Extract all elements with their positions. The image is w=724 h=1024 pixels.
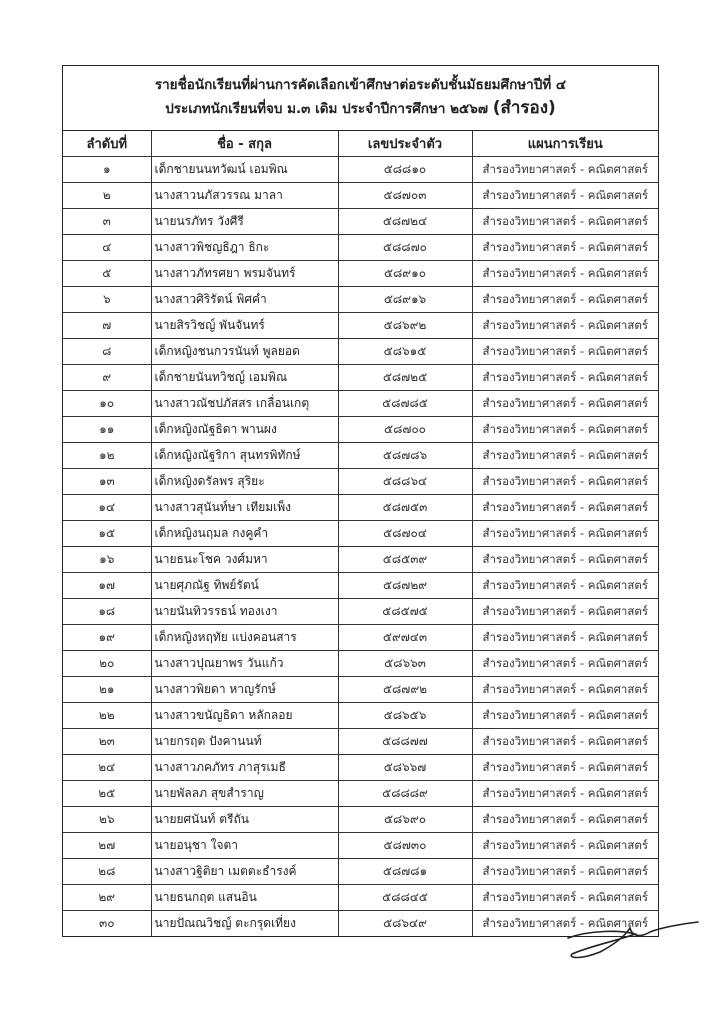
name-cell: นายศุภณัฐ ทิพย์รัตน์ (151, 573, 338, 599)
name-cell: นายนรภัทร วังศีรี (151, 209, 338, 235)
name-cell: นางสาวฐิติยา เมตตะธำรงค์ (151, 859, 338, 885)
student-id-cell: ๕๘๖๑๕ (338, 339, 472, 365)
student-id-cell: ๕๘๗๕๓ (338, 495, 472, 521)
name-cell: นายปัณณวิชญ์ ตะกรุดเที่ยง (151, 911, 338, 937)
order-cell: ๑๐ (63, 391, 151, 417)
student-id-cell: ๕๙๗๔๓ (338, 625, 472, 651)
study-plan-cell: สำรองวิทยาศาสตร์ - คณิตศาสตร์ (472, 443, 658, 469)
study-plan-cell: สำรองวิทยาศาสตร์ - คณิตศาสตร์ (472, 703, 658, 729)
order-cell: ๒ (63, 183, 151, 209)
student-id-cell: ๕๘๘๑๐ (338, 157, 472, 183)
table-row (63, 183, 658, 209)
table-row (63, 209, 658, 235)
study-plan-cell: สำรองวิทยาศาสตร์ - คณิตศาสตร์ (472, 157, 658, 183)
study-plan-cell: สำรองวิทยาศาสตร์ - คณิตศาสตร์ (472, 807, 658, 833)
study-plan-cell: สำรองวิทยาศาสตร์ - คณิตศาสตร์ (472, 755, 658, 781)
table-row (63, 703, 658, 729)
name-cell: นางสาวพิยดา หาญรักษ์ (151, 677, 338, 703)
table-row (63, 443, 658, 469)
subtitle-main: ประเภทนักเรียนที่จบ ม.๓ เดิม ประจำปีการศึกษา ๒๕๖๗ (165, 101, 493, 117)
student-id-cell: ๕๘๕๓๙ (338, 547, 472, 573)
table-row (63, 599, 658, 625)
student-id-cell: ๕๘๗๘๑ (338, 859, 472, 885)
student-id-cell: ๕๘๗๙๒ (338, 677, 472, 703)
order-cell: ๑๖ (63, 547, 151, 573)
study-plan-cell: สำรองวิทยาศาสตร์ - คณิตศาสตร์ (472, 625, 658, 651)
study-plan-cell: สำรองวิทยาศาสตร์ - คณิตศาสตร์ (472, 521, 658, 547)
student-id-cell: ๕๘๗๓๐ (338, 833, 472, 859)
table-row (63, 573, 658, 599)
order-cell: ๔ (63, 235, 151, 261)
study-plan-cell: สำรองวิทยาศาสตร์ - คณิตศาสตร์ (472, 183, 658, 209)
order-cell: ๕ (63, 261, 151, 287)
table-row (63, 755, 658, 781)
student-id-cell: ๕๘๕๗๕ (338, 599, 472, 625)
header-study-plan: แผนการเรียน (472, 131, 658, 157)
name-cell: เด็กหญิงหฤทัย แบ่งคอนสาร (151, 625, 338, 651)
table-row (63, 261, 658, 287)
table-row (63, 235, 658, 261)
order-cell: ๑๒ (63, 443, 151, 469)
document-title-block (63, 66, 658, 131)
name-cell: เด็กหญิงณัฐริกา สุนทรพิทักษ์ (151, 443, 338, 469)
student-id-cell: ๕๘๘๘๙ (338, 781, 472, 807)
name-cell: นายอนุชา ใจตา (151, 833, 338, 859)
student-id-cell: ๕๘๖๙๒ (338, 313, 472, 339)
study-plan-cell: สำรองวิทยาศาสตร์ - คณิตศาสตร์ (472, 833, 658, 859)
student-id-cell: ๕๘๗๒๕ (338, 365, 472, 391)
table-row (63, 313, 658, 339)
name-cell: นายนันทิวรรธน์ ทองเงา (151, 599, 338, 625)
study-plan-cell: สำรองวิทยาศาสตร์ - คณิตศาสตร์ (472, 339, 658, 365)
student-id-cell: ๕๘๖๖๓ (338, 651, 472, 677)
name-cell: นายธนกฤต แสนอิน (151, 885, 338, 911)
student-id-cell: ๕๘๖๖๗ (338, 755, 472, 781)
student-id-cell: ๕๘๙๑๐ (338, 261, 472, 287)
table-row (63, 885, 658, 911)
table-row (63, 547, 658, 573)
name-cell: นางสาวภคภัทร ภาสุรเมธี (151, 755, 338, 781)
table-row (63, 495, 658, 521)
name-cell: นางสาวปุณยาพร วันแก้ว (151, 651, 338, 677)
table-row (63, 287, 658, 313)
study-plan-cell: สำรองวิทยาศาสตร์ - คณิตศาสตร์ (472, 885, 658, 911)
document-title: รายชื่อนักเรียนที่ผ่านการคัดเลือกเข้าศึกษาต่อระดับชั้นมัธยมศึกษาปีที่ ๔ (154, 77, 567, 93)
student-id-cell: ๕๘๗๘๖ (338, 443, 472, 469)
student-id-cell: ๕๘๗๒๙ (338, 573, 472, 599)
order-cell: ๒๒ (63, 703, 151, 729)
order-cell: ๑๙ (63, 625, 151, 651)
name-cell: เด็กหญิงดรัลพร สุริยะ (151, 469, 338, 495)
table-row (63, 729, 658, 755)
study-plan-cell: สำรองวิทยาศาสตร์ - คณิตศาสตร์ (472, 209, 658, 235)
student-id-cell: ๕๘๗๐๓ (338, 183, 472, 209)
study-plan-cell: สำรองวิทยาศาสตร์ - คณิตศาสตร์ (472, 287, 658, 313)
order-cell: ๒๙ (63, 885, 151, 911)
order-cell: ๑๓ (63, 469, 151, 495)
table-row (63, 469, 658, 495)
study-plan-cell: สำรองวิทยาศาสตร์ - คณิตศาสตร์ (472, 391, 658, 417)
name-cell: นางสาวนภัสวรรณ มาลา (151, 183, 338, 209)
subtitle-reserve-label: (สำรอง) (492, 98, 556, 118)
header-student-id: เลขประจำตัว (338, 131, 472, 157)
table-header-row (63, 131, 658, 157)
name-cell: นายสิรวิชญ์ พันจันทร์ (151, 313, 338, 339)
study-plan-cell: สำรองวิทยาศาสตร์ - คณิตศาสตร์ (472, 781, 658, 807)
name-cell: นายกรฤต ปังคานนท์ (151, 729, 338, 755)
study-plan-cell: สำรองวิทยาศาสตร์ - คณิตศาสตร์ (472, 235, 658, 261)
student-id-cell: ๕๘๙๑๖ (338, 287, 472, 313)
name-cell: เด็กหญิงชนกวรนันท์ พูลยอด (151, 339, 338, 365)
order-cell: ๒๔ (63, 755, 151, 781)
study-plan-cell: สำรองวิทยาศาสตร์ - คณิตศาสตร์ (472, 261, 658, 287)
study-plan-cell: สำรองวิทยาศาสตร์ - คณิตศาสตร์ (472, 417, 658, 443)
student-list-document (62, 65, 659, 937)
order-cell: ๒๗ (63, 833, 151, 859)
order-cell: ๒๕ (63, 781, 151, 807)
name-cell: นางสาวศิริรัตน์ พิศคำ (151, 287, 338, 313)
student-id-cell: ๕๘๗๐๔ (338, 521, 472, 547)
name-cell: เด็กชายนนทวัฒน์ เอมพิณ (151, 157, 338, 183)
document-subtitle (63, 95, 658, 122)
table-row (63, 521, 658, 547)
order-cell: ๑๕ (63, 521, 151, 547)
table-row (63, 833, 658, 859)
name-cell: เด็กหญิงณัฐธิดา พานผง (151, 417, 338, 443)
order-cell: ๓๐ (63, 911, 151, 937)
table-row (63, 807, 658, 833)
student-id-cell: ๕๘๗๘๕ (338, 391, 472, 417)
study-plan-cell: สำรองวิทยาศาสตร์ - คณิตศาสตร์ (472, 469, 658, 495)
table-row (63, 391, 658, 417)
table-row (63, 339, 658, 365)
order-cell: ๖ (63, 287, 151, 313)
study-plan-cell: สำรองวิทยาศาสตร์ - คณิตศาสตร์ (472, 677, 658, 703)
table-row (63, 417, 658, 443)
order-cell: ๒๘ (63, 859, 151, 885)
study-plan-cell: สำรองวิทยาศาสตร์ - คณิตศาสตร์ (472, 495, 658, 521)
order-cell: ๑๘ (63, 599, 151, 625)
order-cell: ๒๓ (63, 729, 151, 755)
study-plan-cell: สำรองวิทยาศาสตร์ - คณิตศาสตร์ (472, 573, 658, 599)
study-plan-cell: สำรองวิทยาศาสตร์ - คณิตศาสตร์ (472, 365, 658, 391)
table-row (63, 365, 658, 391)
name-cell: นางสาวภัทรศยา พรมจันทร์ (151, 261, 338, 287)
order-cell: ๙ (63, 365, 151, 391)
student-id-cell: ๕๘๗๐๐ (338, 417, 472, 443)
student-id-cell: ๕๘๗๒๔ (338, 209, 472, 235)
name-cell: นายธนะโชค วงศ์มหา (151, 547, 338, 573)
study-plan-cell: สำรองวิทยาศาสตร์ - คณิตศาสตร์ (472, 911, 658, 937)
signature-mark (560, 918, 700, 963)
order-cell: ๘ (63, 339, 151, 365)
order-cell: ๗ (63, 313, 151, 339)
order-cell: ๒๐ (63, 651, 151, 677)
name-cell: นางสาวณัชปภัสสร เกลื่อนเกตุ (151, 391, 338, 417)
name-cell: นายพัลลภ สุขสำราญ (151, 781, 338, 807)
student-id-cell: ๕๘๘๖๔ (338, 469, 472, 495)
table-body (63, 157, 658, 937)
header-name: ชื่อ - สกุล (151, 131, 338, 157)
student-id-cell: ๕๘๘๗๐ (338, 235, 472, 261)
student-id-cell: ๕๘๖๕๖ (338, 703, 472, 729)
student-id-cell: ๕๘๘๔๕ (338, 885, 472, 911)
order-cell: ๑ (63, 157, 151, 183)
table-row (63, 651, 658, 677)
student-table (63, 131, 658, 936)
study-plan-cell: สำรองวิทยาศาสตร์ - คณิตศาสตร์ (472, 859, 658, 885)
study-plan-cell: สำรองวิทยาศาสตร์ - คณิตศาสตร์ (472, 547, 658, 573)
order-cell: ๒๑ (63, 677, 151, 703)
table-row (63, 781, 658, 807)
name-cell: เด็กหญิงนฤมล กงคูคำ (151, 521, 338, 547)
order-cell: ๑๔ (63, 495, 151, 521)
table-row (63, 677, 658, 703)
study-plan-cell: สำรองวิทยาศาสตร์ - คณิตศาสตร์ (472, 651, 658, 677)
name-cell: นายยศนันท์ ตรีถัน (151, 807, 338, 833)
order-cell: ๑๑ (63, 417, 151, 443)
header-order: ลำดับที่ (63, 131, 151, 157)
table-row (63, 625, 658, 651)
order-cell: ๒๖ (63, 807, 151, 833)
table-row (63, 157, 658, 183)
student-id-cell: ๕๘๖๙๐ (338, 807, 472, 833)
name-cell: นางสาวขนัญธิดา หลักลอย (151, 703, 338, 729)
order-cell: ๑๗ (63, 573, 151, 599)
name-cell: นางสาวสุนันท์ษา เทียมเพ็ง (151, 495, 338, 521)
student-id-cell: ๕๘๖๔๙ (338, 911, 472, 937)
student-id-cell: ๕๘๘๗๗ (338, 729, 472, 755)
name-cell: เด็กชายนันทวิชญ์ เอมพิณ (151, 365, 338, 391)
table-row (63, 859, 658, 885)
study-plan-cell: สำรองวิทยาศาสตร์ - คณิตศาสตร์ (472, 599, 658, 625)
study-plan-cell: สำรองวิทยาศาสตร์ - คณิตศาสตร์ (472, 729, 658, 755)
order-cell: ๓ (63, 209, 151, 235)
name-cell: นางสาวพิชญธิฎา ธิกะ (151, 235, 338, 261)
study-plan-cell: สำรองวิทยาศาสตร์ - คณิตศาสตร์ (472, 313, 658, 339)
